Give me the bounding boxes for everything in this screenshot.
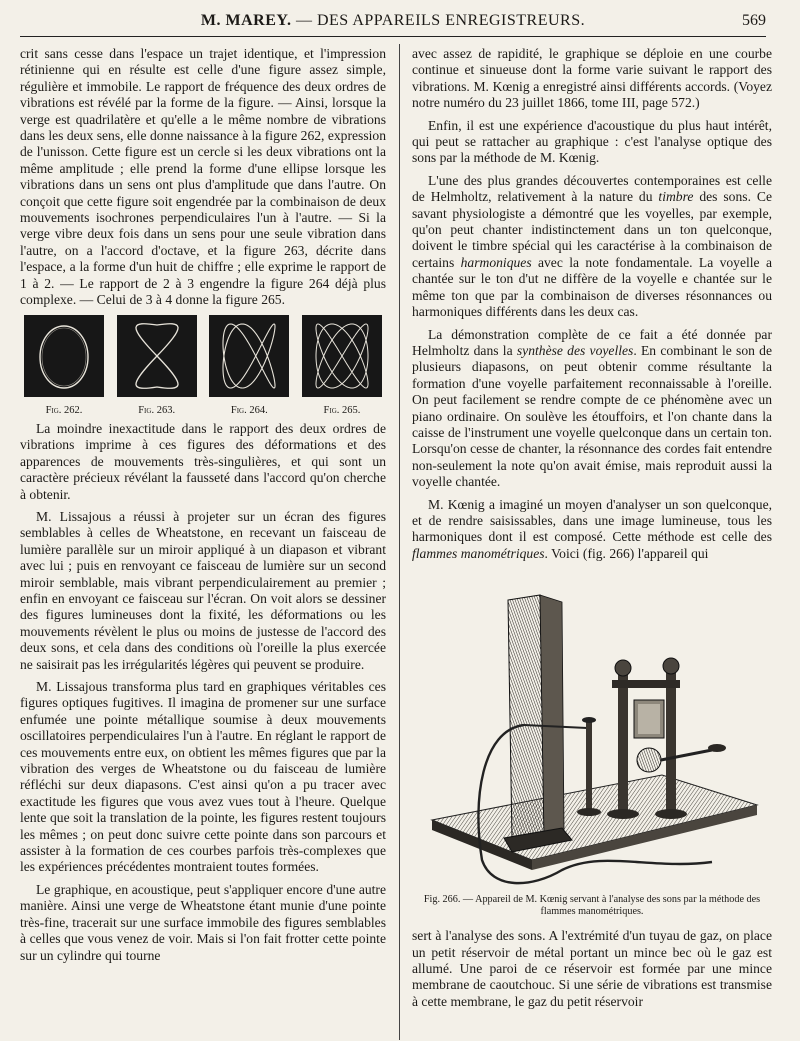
header-subject: — DES APPAREILS ENREGISTREURS. [291,12,586,29]
paragraph [412,173,772,321]
figure-264 [209,315,289,419]
paragraph: M. Lissajous a réussi à projeter sur un écran des figures semblables à celles de Wheatstone, en recevant un faisceau de lumière parallèle sur un miroir appliqué à un diapason et vibrant avec lui ; puis en renvoyant ce faisceau de lumière sur un second miroir semblable, mais vibrant perpendiculairement au premier ; enfin en envoyant ce faisceau sur l'écran. On voit alors se dessiner des figures lumineuses dont la fixité, les déformations ou les mouvements révèlent le plus ou moins de justesse de l'accord des deux sons, et cela dans des conditions où l'oreille la plus exercée ne saisirait pas les irrégularités légères qui peuvent se produire. [20,508,386,672]
figure-caption: Fig. 265. [323,404,361,416]
text-run: avec la note fondamentale. La voyelle a chantée sur le ton d'ut ne diffère de la voyelle e chantée sur le même ton que par la combinaison de diverses résonnances ou harmoniques différents dans les deux cas. [412,254,772,320]
text-run: La démonstration complète de ce fait a été donnée par Helmholtz dans la [412,326,772,358]
paragraph: avec assez de rapidité, le graphique se déploie en une courbe continue et sinueuse dont la forme varie suivant le rapport des vibrations. M. Kœnig a enregistré ainsi différents accords. (Voyez notre numéro du 23 juillet 1866, tome III, page 572.) [412,46,772,111]
left-column [20,46,386,970]
figure-caption: Fig. 264. [230,404,268,416]
figure-caption: Fig. 263. [138,404,176,416]
figure-262 [24,315,104,419]
paragraph [412,327,772,491]
paragraph: Enfin, il est une expérience d'acoustique du plus haut intérêt, qui peut se rattacher au graphique : c'est l'analyse optique des sons par la méthode de M. Kœnig. [412,117,772,166]
text-run: des sons. Ce savant physiologiste a démontré que les voyelles, par exemple, qu'on peut chanter indistinctement dans un ton quelconque, doivent le timbre spécial qui les caractérise à la combinaison de certains [412,189,772,270]
paragraph: M. Lissajous transforma plus tard en graphiques véritables ces figures optiques fugitives. Il imagina de promener sur une surface enfumée une pointe métallique soumise à deux mouvements oscillatoires perpendiculaires l'un à l'autre. En réglant le rapport de ces mouvements entre eux, on obtient les mêmes figures que par la vibration des verges de Wheatstone ou du faisceau de lumière réfléchi sur deux diapasons. C'est ainsi qu'on a pu tracer avec exactitude les figures que vous avez vues tout à l'heure. Quelque lente que soit la translation de la pointe, les figures restent toujours les mêmes ; on peut donc suivre cette pointe dans son parcours et assister à la formation de ces courbes parfois très-complexes que les expériences précédentes montraient toutes formées. [20,679,386,875]
lissajous-3-4-figure [302,315,382,397]
italic-term: harmoniques [460,254,532,270]
paragraph: sert à l'analyse des sons. A l'extrémité d'un tuyau de gaz, on place un petit réservoir de métal portant un mince bec où le gaz est allumé. Une paroi de ce réservoir est formée par une mince membrane de caoutchouc. Si une série de vibrations est transmise à cette membrane, le gaz du petit réservoir [412,928,772,1009]
page-number: 569 [742,12,766,29]
right-column [412,46,772,1016]
figure-caption: Fig. 262. [45,404,83,416]
text-run: M. Kœnig a imaginé un moyen d'analyser un son quelconque, et de rendre saisissables, dans une image lumineuse, tous les harmoniques dont il est composé. Cette méthode est celle des [412,496,772,545]
text-run: L'une des plus grandes découvertes contemporaines est celle de Helmholtz, relativement à la nature du [412,172,772,205]
lissajous-circle-figure [24,315,104,397]
figure-row [24,315,382,419]
column-divider [399,44,400,1040]
text-run: . En combinant le son de plusieurs diapasons, on peut obtenir comme résultante la formation d'une voyelle parfaitement reconnaissable à l'oreille. On peut facilement se rendre compte de ce phénomène avec un piano ordinaire. On soulève les étouffoirs, et l'on chante dans la caisse de l'instrument une voyelle quelconque dans un certain ton. Lorsqu'on cesse de chanter, la résonnance des cordes fait entendre non-seulement la note qu'on avait émise, mais reproduit aussi la voyelle chantée. [412,342,772,490]
italic-term: synthèse des voyelles [516,342,634,358]
italic-term: flammes manométriques [412,545,545,561]
paragraph: crit sans cesse dans l'espace un trajet identique, et l'impression rétinienne qui en résulte est celle d'une figure assez simple, régulière et immobile. Le rapport de fréquence des deux ordres de vibrations est révélé par la forme de la figure. — Ainsi, lorsque la verge est quadrilatère et qu'elle a le même nombre de vibrations dans les deux sens, elle donne naissance à la figure 262, expression de l'unisson. Cette figure est un cercle si les deux vibrations ont la même amplitude ; elle prend la forme d'une ellipse lorsque les vibrations dans un sens ont plus d'amplitude que dans l'autre. On conçoit que cette figure soit engendrée par la combinaison de deux mouvements isochrones perpendiculaires l'un à l'autre. — Si la verge vibre deux fois dans un sens pour une seule vibration dans l'autre, on a l'accord d'octave, et la figure 263, décrite dans l'espace, a la forme d'un huit de chiffre ; elle exprime le rapport de 1 à 2. — Le rapport de 2 à 3 engendre la figure 264 déjà plus complexe. — Celui de 3 à 4 donne la figure 265. [20,46,386,308]
koenig-apparatus-engraving [412,570,772,890]
text-run: . Voici (fig. 266) l'appareil qui [544,545,709,561]
running-header [20,10,766,37]
lissajous-2-3-figure [209,315,289,397]
paragraph: La moindre inexactitude dans le rapport des deux ordres de vibrations imprime à ces figures des déformations et des apparences de mouvements très-singulières, et qui sont un caractère précieux révélant la fausseté dans l'accord qu'on cherche à obtenir. [20,420,386,502]
italic-term: timbre [658,189,694,205]
figure-266 [412,570,772,890]
header-title [20,12,766,30]
figure-263 [117,315,197,419]
paragraph: Le graphique, en acoustique, peut s'appliquer encore d'une autre manière. Ainsi une verge de Wheatstone étant munie d'une pointe très-fine, tracerait sur une surface immobile des figures semblables à celles que vous venez de voir. Mais si l'on fait frotter cette pointe sur un cylindre qui tourne [20,881,386,963]
lissajous-eight-figure [117,315,197,397]
paragraph [412,497,772,563]
figure-266-caption: Fig. 266. — Appareil de M. Kœnig servant à l'analyse des sons par la méthode des flammes manométriques. [423,894,761,918]
figure-265 [302,315,382,419]
header-author: M. MAREY. [200,12,292,29]
